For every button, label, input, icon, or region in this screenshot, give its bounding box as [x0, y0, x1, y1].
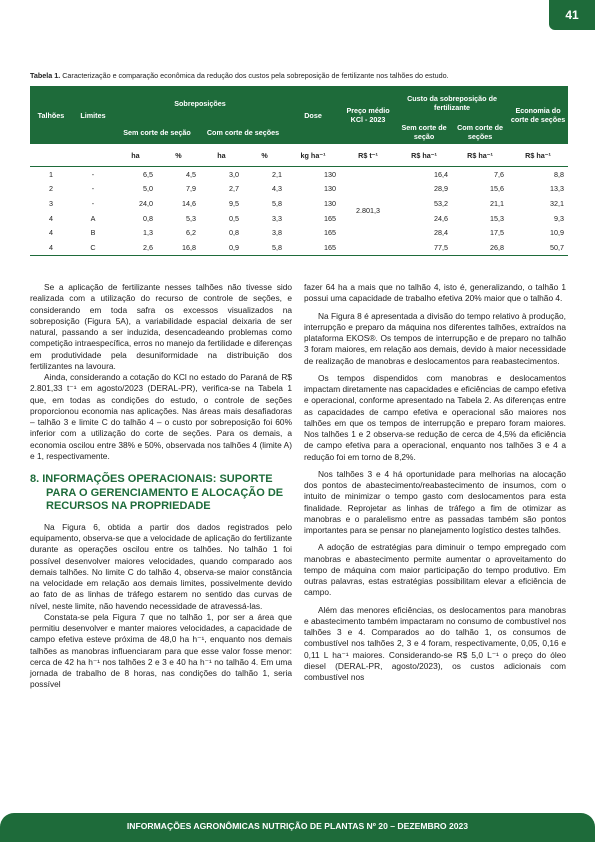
paragraph: Nos talhões 3 e 4 há oportunidade para melhorias na alocação dos pontos de abastecimento/reabastecimento de insumos, com o intuito de minimizar o tempo gasto com deslocamentos para esta finalidade. Reprojetar as linhas de tráfego a fim de otimizar as manobras e o paralelismo entre as passadas também são pontos importantes para se pensar no planejamento logístico destes talhões. — [304, 468, 566, 535]
unit-cell: ha — [114, 144, 157, 167]
table-cell: 3,3 — [272, 213, 283, 223]
header-com-corte: Com corte de seções — [200, 120, 286, 144]
header-preco: Preço médio KCl - 2023 — [340, 86, 396, 144]
table-cell: 17,5 — [490, 228, 505, 238]
table-cell: 4 — [49, 213, 53, 223]
table-cell: 165 — [324, 228, 337, 238]
unit-cell: ha — [200, 144, 243, 167]
paragraph: Se a aplicação de fertilizante nesses talhões não tivesse sido realizada com a utilização do recurso de controle de seções, e considerando em toda safra os excessos visualizados na sobreposição (Figura 5A), a variabilidade espacial deixaria de ser natural, passando a ser induzida, desencadeando problemas como competição intraespecífica, erros no manejo da fertilidade e diferenças em produtividade pela desuniformidade na distribuição dos fertilizantes na lavoura. — [30, 282, 292, 371]
unit-cell: R$ ha⁻¹ — [452, 144, 508, 167]
paragraph: fazer 64 ha a mais que no talhão 4, isto é, generalizando, o talhão 1 possui uma capacidade de trabalho efetiva 20% maior que o talhão 4. — [304, 282, 566, 304]
table-cell: 14,6 — [182, 198, 196, 208]
table-cell: 9,3 — [554, 213, 565, 223]
table-cell: 165 — [286, 240, 340, 255]
table-cell: 2,1 — [272, 169, 283, 179]
table-row — [30, 182, 568, 197]
preco-cell: 2.801,3 — [356, 206, 381, 216]
header-economia: Economia do corte de seções — [508, 86, 568, 144]
table-cell: 0,8 — [143, 213, 153, 223]
table-cell: 77,5 — [396, 240, 452, 255]
table-cell: 24,6 — [434, 213, 449, 223]
header-custo-sem: Sem corte de seção — [396, 120, 452, 144]
unit-cell: R$ ha⁻¹ — [396, 144, 452, 167]
paragraph: Constata-se pela Figura 7 que no talhão 1, por ser a área que permitiu desenvolver e manter maiores velocidades, a capacidade de campo efetiva esteve próxima de 48,0 ha h⁻¹, enquanto nos demais talhões as manobras influenciaram para que esse valor fosse menor: cerca de 42 ha h⁻¹ nos talhões 2 e 3 e 40 ha h⁻¹ no talhão 4. Em uma jornada de trabalho de 8 horas, nas condições do talhão 1, seria possível — [30, 611, 292, 690]
table-cell: 21,1 — [490, 198, 505, 208]
table-cell: - — [91, 184, 95, 194]
table-cell: 5,8 — [272, 198, 283, 208]
header-dose: Dose — [286, 86, 340, 144]
unit-cell: R$ t⁻¹ — [340, 144, 396, 167]
preco-empty-cell — [340, 240, 396, 255]
table-cell: 5,3 — [186, 213, 196, 223]
table-row — [30, 211, 568, 226]
footer-banner: INFORMAÇÕES AGRONÔMICAS NUTRIÇÃO DE PLANTAS Nº 20 – DEZEMBRO 2023 — [0, 813, 595, 842]
table-cell: 9,5 — [229, 198, 239, 208]
table-cell: 3 — [49, 198, 53, 208]
table-cell: 1,3 — [143, 228, 153, 238]
table-row — [30, 196, 568, 211]
table-cell: 28,9 — [434, 184, 449, 194]
table-cell: 4,5 — [186, 169, 196, 179]
table-row — [30, 167, 568, 182]
unit-cell: R$ ha⁻¹ — [508, 144, 568, 167]
table-cell: 26,8 — [452, 240, 508, 255]
header-sobreposicoes: Sobreposições — [114, 86, 286, 120]
table-cell: 2,6 — [114, 240, 157, 255]
table-cell: 15,6 — [490, 184, 505, 194]
preco-empty-cell — [340, 182, 396, 197]
table-cell: 4 — [30, 240, 72, 255]
table-cell: 2,7 — [229, 184, 239, 194]
table-cell: 16,8 — [157, 240, 200, 255]
header-sem-corte: Sem corte de seção — [114, 120, 200, 144]
table-row — [30, 240, 568, 255]
preco-empty-cell — [340, 225, 396, 240]
table-cell: 8,8 — [554, 169, 565, 179]
table-cell: - — [91, 169, 95, 179]
paragraph: Ainda, considerando a cotação do KCl no estado do Paraná de R$ 2.801,33 t⁻¹ em agosto/2023 (DERAL-PR), verifica-se na Tabela 1 que, em todas as condições do estudo, o controle de seções proporcionou economia nas aplicações. Nas áreas mais desafiadoras – talhão 3 e limite C do talhão 4 – o custo por sobreposição foi 60% inferior com a utilização do corte de seções. Para os demais, a economia oscilou entre 38% e 50%, observada nos talhões 4 (limite A) e 1, respectivamente. — [30, 372, 292, 461]
right-column — [304, 282, 566, 683]
header-limites: Limites — [72, 86, 114, 144]
unit-cell: kg ha⁻¹ — [286, 144, 340, 167]
table-cell: 0,8 — [229, 228, 239, 238]
header-talhoes: Talhões — [30, 86, 72, 144]
table-cell: 165 — [324, 213, 337, 223]
table-cell: 6,2 — [186, 228, 196, 238]
table-cell: 10,9 — [550, 228, 565, 238]
table-cell: 13,3 — [550, 184, 565, 194]
paragraph: Na Figura 6, obtida a partir dos dados registrados pelo equipamento, observa-se que a velocidade de aplicação do fertilizante durante as operações oscilou entre os talhões. No talhão 1 foi possível desenvolver maiores velocidades, quando comparado aos demais talhões. No limite C do talhão 4, observa-se maior constância na velocidade em relação aos demais limites, possivelmente devido ao fato de as linhas de tráfego estarem no sentido das curvas de nível, neste limite, não havendo necessidade de atravessá-las. — [30, 521, 292, 611]
paragraph: Os tempos dispendidos com manobras e deslocamentos impactam diretamente nas capacidades e eficiências de campo efetiva e operacional, conforme apresentado na Tabela 2. As diferenças entre as capacidades de campo efetiva e operacional são maiores nos talhões em que os tempos de interrupção e preparo foram maiores. Nos talhões 1 e 2 observa-se redução de cerca de 4,5% da eficiência de campo efetiva para a operacional, enquanto nos talhões 3 e 4 a redução foi em torno de 8,2%. — [304, 372, 566, 462]
caption-label: Tabela 1. — [30, 71, 61, 80]
table-cell: 16,4 — [434, 169, 449, 179]
paragraph: Na Figura 8 é apresentada a divisão do tempo relativo à produção, interrupção e preparo da máquina nos diferentes talhões, extraídos na plataforma EKOS®. Os tempos de interrupção e de preparo no talhão 3 foram maiores, em relação aos demais, devido à maior necessidade de realização de manobras e deslocamentos para reabastecimentos. — [304, 310, 566, 366]
table-cell: 15,3 — [490, 213, 505, 223]
table-cell: 6,5 — [143, 169, 153, 179]
unit-cell: % — [157, 144, 200, 167]
table-cell: 130 — [324, 184, 337, 194]
paragraph: A adoção de estratégias para diminuir o tempo empregado com manobras e abastecimento permite aumentar o aproveitamento do tempo de máquina com maior participação do tempo produtivo. Em outras palavras, estas estratégias possibilitam elevar a eficiência de campo. — [304, 542, 566, 598]
table-cell: 0,9 — [200, 240, 243, 255]
table-cell: 3,0 — [229, 169, 239, 179]
table-cell: 28,4 — [434, 228, 449, 238]
table-cell: A — [90, 213, 96, 223]
table-row — [30, 225, 568, 240]
preco-empty-cell — [340, 167, 396, 182]
unit-cell: % — [243, 144, 286, 167]
table-cell: 3,8 — [272, 228, 283, 238]
section-heading: 8. INFORMAÇÕES OPERACIONAIS: SUPORTE PARA O GERENCIAMENTO E ALOCAÇÃO DE RECURSOS NA PROPRIEDADE — [30, 473, 284, 513]
table-cell: 1 — [49, 169, 53, 179]
table-cell: - — [91, 198, 95, 208]
table-cell: 4,3 — [272, 184, 283, 194]
table-cell: 5,8 — [243, 240, 286, 255]
table-cell: 53,2 — [434, 198, 449, 208]
table-cell: C — [72, 240, 114, 255]
table-cell: 32,1 — [550, 198, 565, 208]
table-caption — [30, 71, 570, 80]
page-number: 41 — [549, 0, 595, 30]
table-cell: 0,5 — [229, 213, 239, 223]
header-custo-com: Com corte de seções — [452, 120, 508, 144]
table-cell: 4 — [49, 228, 53, 238]
table-cell: 130 — [324, 198, 337, 208]
header-custo: Custo da sobreposição de fertilizante — [396, 86, 508, 120]
data-table — [30, 86, 568, 256]
table-cell: 2 — [49, 184, 53, 194]
left-column — [30, 282, 292, 691]
table-cell: 130 — [324, 169, 337, 179]
table-cell: 5,0 — [143, 184, 153, 194]
paragraph: Além das menores eficiências, os deslocamentos para manobras e abastecimento também impactaram no consumo de combustível nos talhões 3 e 4. Comparados ao do talhão 1, os consumos de combustível nos talhões 2, 3 e 4 foram, respectivamente, 0,05, 0,16 e 0,11 L ha⁻¹ maiores. Considerando-se R$ 5,0 L⁻¹ o preço do óleo diesel (DERAL-PR, agosto/2023), os custos adicionais com combustível nos — [304, 604, 566, 682]
table-cell: B — [90, 228, 96, 238]
table-cell: 24,0 — [139, 198, 153, 208]
caption-text: Caracterização e comparação econômica da redução dos custos pela sobreposição de fertilizante nos talhões do estudo. — [60, 71, 449, 80]
table-cell: 7,9 — [186, 184, 196, 194]
table-cell: 7,6 — [494, 169, 505, 179]
table-cell: 50,7 — [508, 240, 568, 255]
